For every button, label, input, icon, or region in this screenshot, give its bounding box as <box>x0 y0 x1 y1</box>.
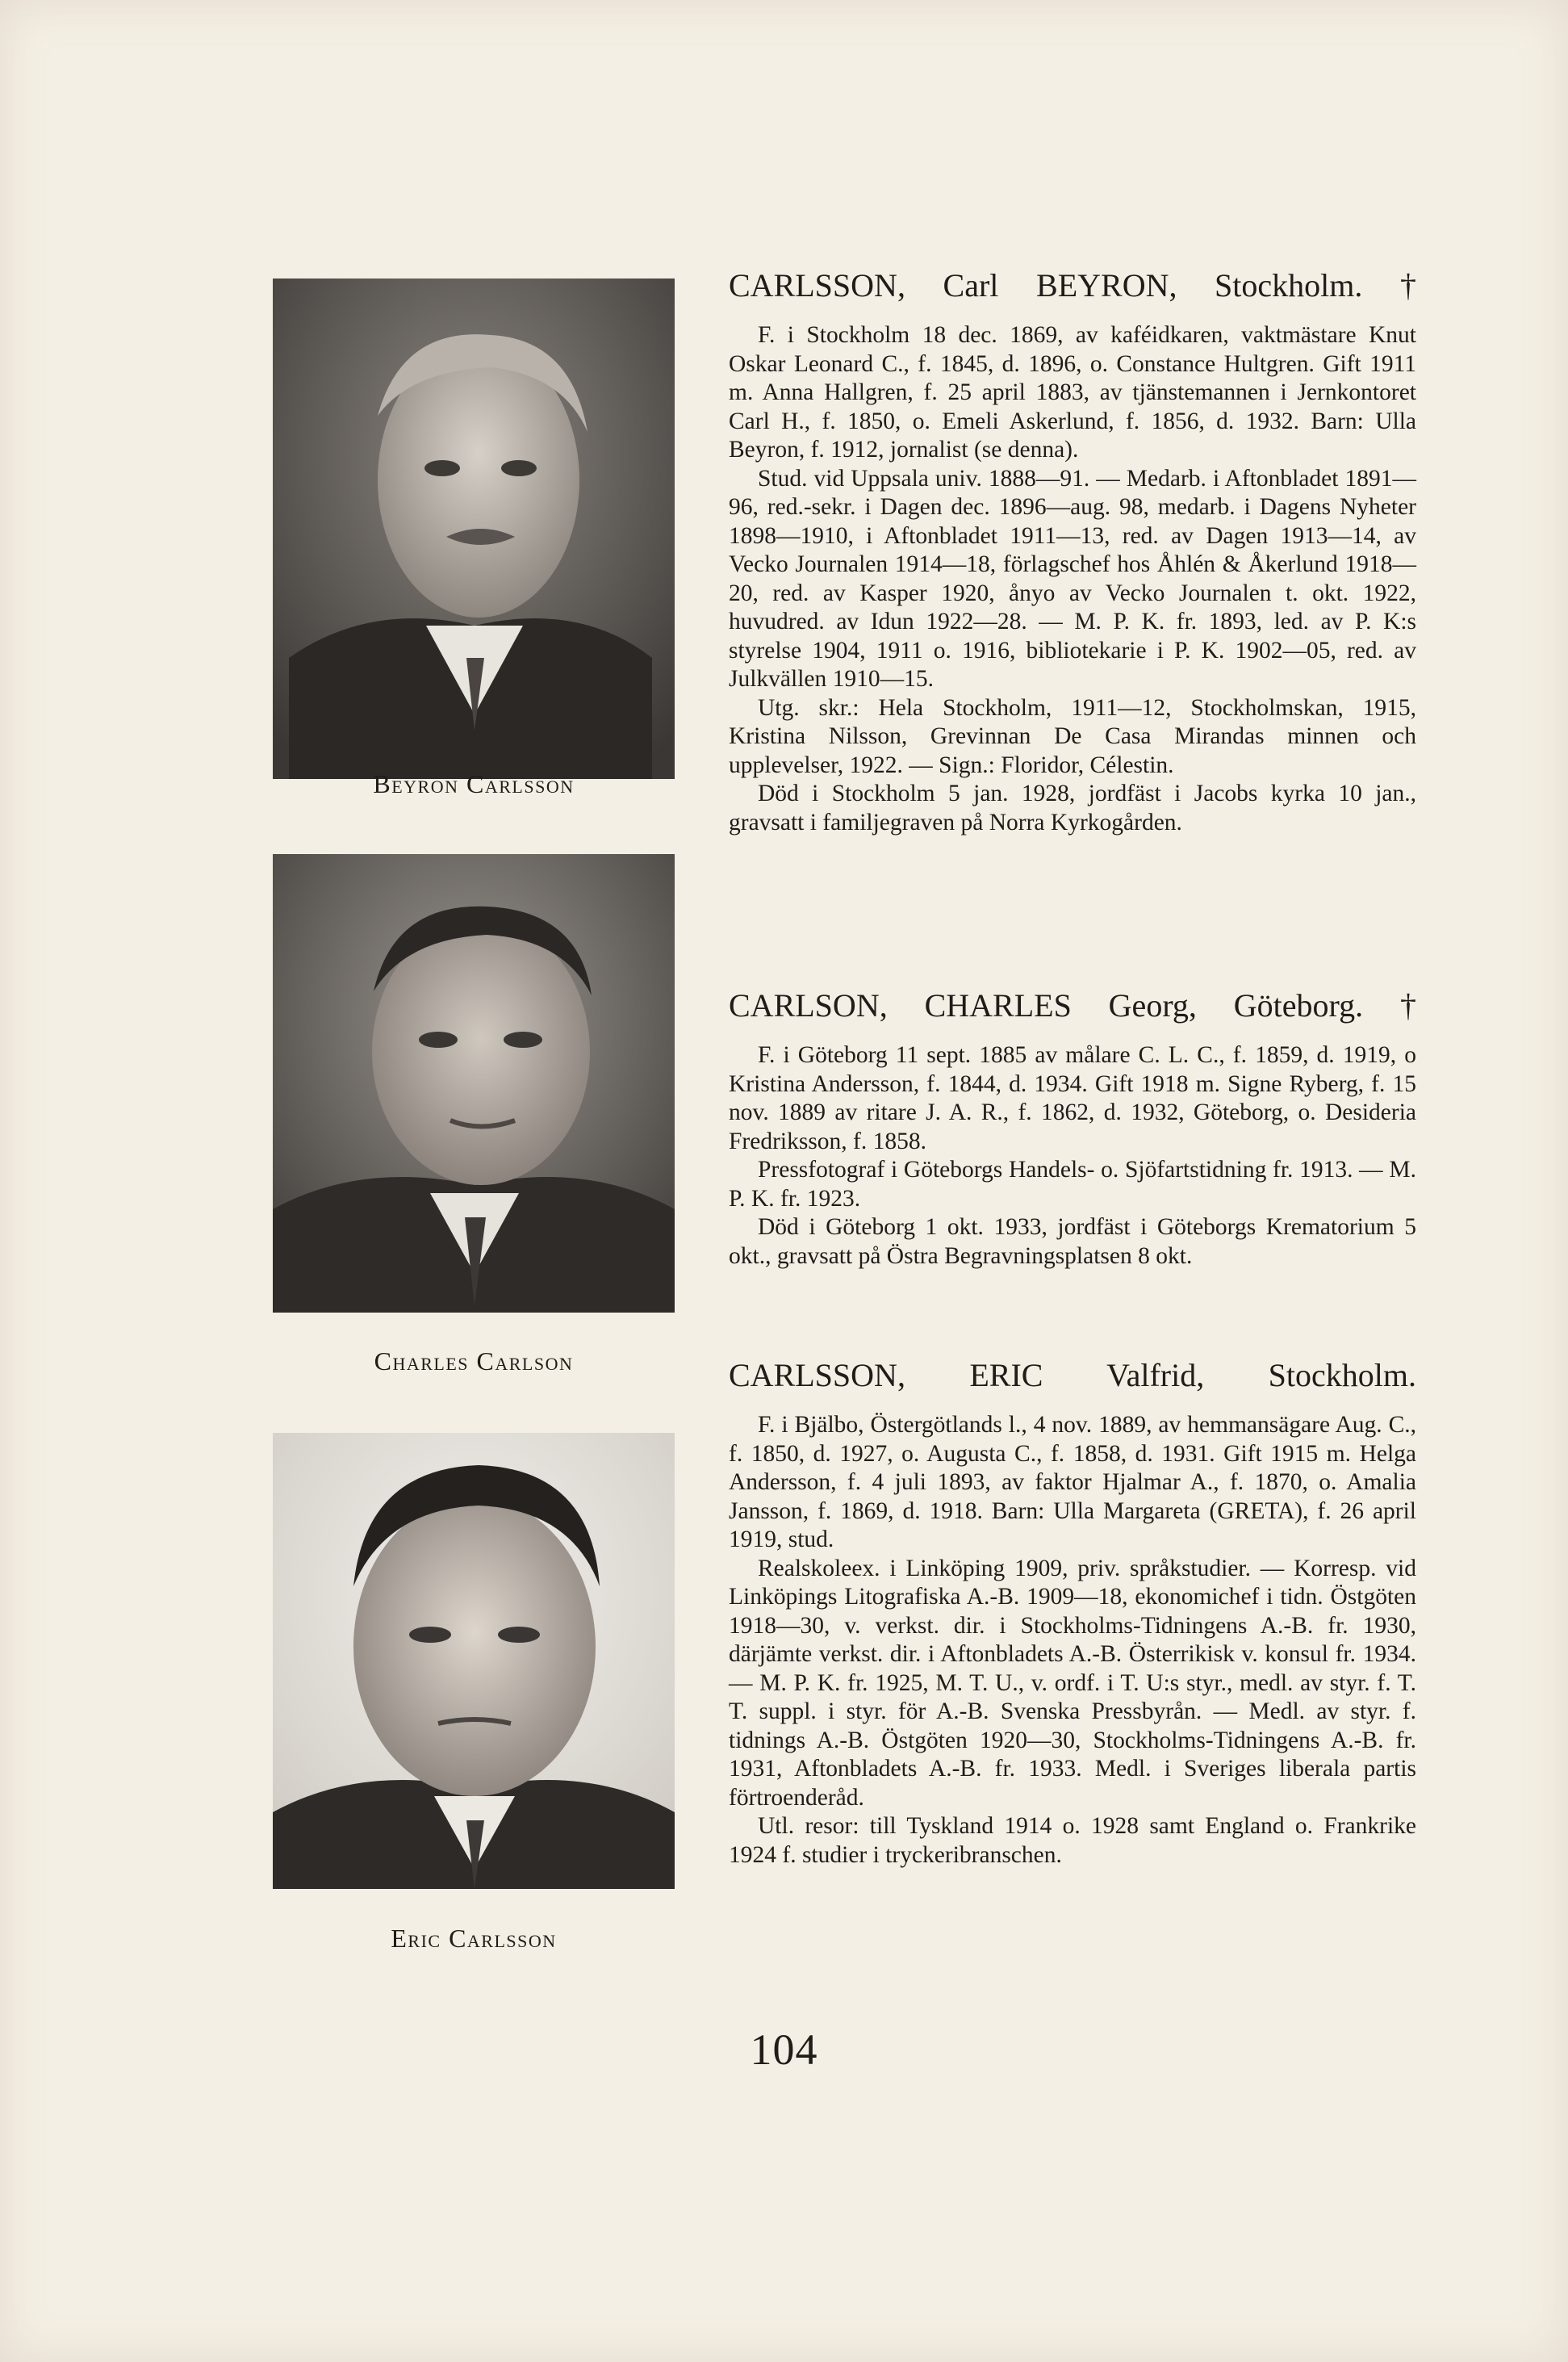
portrait-caption: Beyron Carlsson <box>373 769 575 798</box>
portrait-photo-icon <box>273 854 675 1313</box>
entry-heading: CARLSSON, ERIC Valfrid, Stockholm. <box>729 1357 1416 1393</box>
entry-paragraph: Utg. skr.: Hela Stockholm, 1911—12, Stockholmskan, 1915, Kristina Nilsson, Grevinnan De Casa Mirandas minnen och upplevelser, 1922. — Sign.: Floridor, Célestin. <box>729 694 1416 778</box>
entry-paragraph: F. i Bjälbo, Östergötlands l., 4 nov. 1889, av hemmansägare Aug. C., f. 1850, d. 1927, o. Augusta C., f. 1858, d. 1931. Gift 1915 m. Helga Andersson, f. 4 juli 1893, av faktor Hjalmar A., f. 1870, o. Amalia Jansson, f. 1869, d. 1918. Barn: Ulla Margareta (GRETA), f. 26 april 1919, stud. <box>729 1412 1416 1552</box>
portrait-photo-icon <box>273 1433 675 1889</box>
entry-paragraph: Stud. vid Uppsala univ. 1888—91. — Medarb. i Aftonbladet 1891—96, red.-sekr. i Dagen dec. 1896—aug. 98, medarb. i Dagens Nyheter 1898—1910, i Aftonbladet 1911—13, red. av Dagen 1913—14, av Vecko Journalen 1914—18, förlagschef hos Åhlén & Åkerlund 1918—20, red. av Kasper 1920, ånyo av Vecko Journalen t. okt. 1922, huvudred. av Idun 1922—28. — M. P. K. fr. 1893, led. av P. K:s styrelse 1904, 1911 o. 1916, bibliotekarie i P. K. 1902—05, red. av Julkvällen 1910—15. <box>729 465 1416 692</box>
page-number: 104 <box>750 2025 818 2074</box>
biography-entry <box>729 266 1416 837</box>
portrait-caption: Eric Carlsson <box>391 1924 557 1953</box>
entry-paragraph: Utl. resor: till Tyskland 1914 o. 1928 samt England o. Frankrike 1924 f. studier i tryckeribranschen. <box>729 1813 1416 1868</box>
portrait-photo-beyron <box>273 278 675 779</box>
entry-heading: CARLSSON, Carl BEYRON, Stockholm. † <box>729 267 1416 304</box>
biography-entry <box>729 1356 1416 1870</box>
entry-paragraph: Död i Stockholm 5 jan. 1928, jordfäst i Jacobs kyrka 10 jan., gravsatt i familjegraven på Norra Kyrkogården. <box>729 781 1416 835</box>
entry-paragraph: Pressfotograf i Göteborgs Handels- o. Sjöfartstidning fr. 1913. — M. P. K. fr. 1923. <box>729 1157 1416 1212</box>
portrait-photo-icon <box>273 278 675 779</box>
portrait-photo-eric <box>273 1433 675 1889</box>
portrait-photo-charles <box>273 854 675 1313</box>
entry-paragraph: Realskoleex. i Linköping 1909, priv. språkstudier. — Korresp. vid Linköpings Litografiska A.-B. 1909—18, ekonomichef i tidn. Östgöten 1918—30, v. verkst. dir. i Stockholms-Tidningens A.-B. fr. 1930, därjämte verkst. dir. i Aftonbladets A.-B. Österrikisk v. konsul fr. 1934. — M. P. K. fr. 1925, M. T. U., v. ordf. i T. U:s styr., medl. av styr. f. T. T. suppl. i styr. för A.-B. Svenska Pressbyrån. — Medl. av styr. f. tidnings A.-B. Östgöten 1920—30, Stockholms-Tidningens A.-B. fr. 1931, Aftonbladets A.-B. fr. 1933. Medl. i Sveriges liberala partis förtroenderåd. <box>729 1555 1416 1811</box>
biography-entry <box>729 986 1416 1271</box>
entry-paragraph: F. i Göteborg 11 sept. 1885 av målare C. L. C., f. 1859, d. 1919, o Kristina Andersson, f. 1844, d. 1934. Gift 1918 m. Signe Ryberg, f. 15 nov. 1889 av ritare J. A. R., f. 1862, d. 1932, Göteborg, o. Desideria Fredriksson, f. 1858. <box>729 1042 1416 1154</box>
entry-paragraph: Död i Göteborg 1 okt. 1933, jordfäst i Göteborgs Krematorium 5 okt., gravsatt på Östra Begravningsplatsen 8 okt. <box>729 1214 1416 1269</box>
entry-paragraph: F. i Stockholm 18 dec. 1869, av kaféidkaren, vaktmästare Knut Oskar Leonard C., f. 1845, d. 1896, o. Constance Hultgren. Gift 1911 m. Anna Hallgren, f. 25 april 1883, av tjänstemannen i Jernkontoret Carl H., f. 1850, o. Emeli Askerlund, f. 1856, d. 1932. Barn: Ulla Beyron, f. 1912, jornalist (se denna). <box>729 322 1416 463</box>
portrait-caption: Charles Carlson <box>374 1346 574 1376</box>
entry-heading: CARLSON, CHARLES Georg, Göteborg. † <box>729 987 1416 1024</box>
